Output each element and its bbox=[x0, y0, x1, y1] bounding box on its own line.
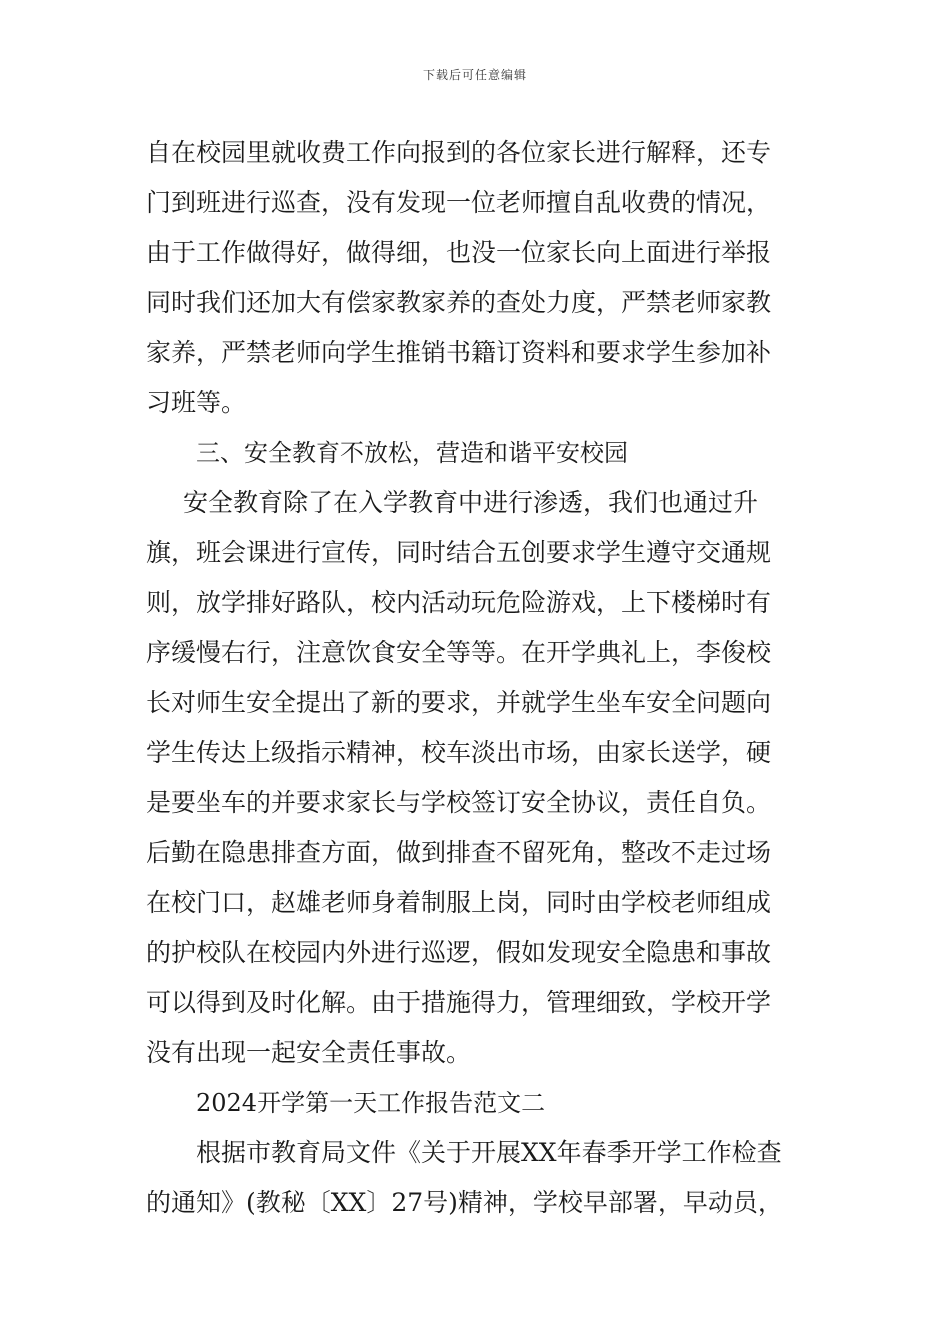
text-line: 在校门口，赵雄老师身着制服上岗，同时由学校老师组成 bbox=[146, 888, 772, 917]
section-heading: 三、安全教育不放松，营造和谐平安校园 bbox=[196, 439, 628, 467]
text-line: 序缓慢右行，注意饮食安全等等。在开学典礼上，李俊校 bbox=[146, 638, 772, 667]
text-line: 则，放学排好路队，校内活动玩危险游戏，上下楼梯时有 bbox=[146, 588, 772, 617]
text-line: 长对师生安全提出了新的要求，并就学生坐车安全问题向 bbox=[146, 688, 772, 717]
text-line: 没有出现一起安全责任事故。 bbox=[146, 1038, 472, 1067]
text-line: 习班等。 bbox=[146, 388, 247, 417]
text-line: 同时我们还加大有偿家教家养的查处力度，严禁老师家教 bbox=[146, 288, 772, 317]
text-line: 的通知》(教秘〔XX〕27号)精神，学校早部署，早动员， bbox=[146, 1188, 783, 1217]
text-line: 的护校队在校园内外进行巡逻，假如发现安全隐患和事故 bbox=[146, 938, 772, 967]
text-line: 旗，班会课进行宣传，同时结合五创要求学生遵守交通规 bbox=[146, 538, 772, 567]
text-line: 由于工作做得好，做得细，也没一位家长向上面进行举报 bbox=[146, 238, 772, 267]
text-line: 门到班进行巡查，没有发现一位老师擅自乱收费的情况， bbox=[146, 188, 772, 217]
document-body bbox=[146, 128, 810, 1228]
header-note: 下载后可任意编辑 bbox=[422, 68, 527, 82]
text-line: 可以得到及时化解。由于措施得力，管理细致，学校开学 bbox=[146, 988, 772, 1017]
text-line: 学生传达上级指示精神，校车淡出市场，由家长送学，硬 bbox=[146, 738, 772, 767]
text-line: 自在校园里就收费工作向报到的各位家长进行解释，还专 bbox=[146, 138, 772, 167]
text-line: 家养，严禁老师向学生推销书籍订资料和要求学生参加补 bbox=[146, 338, 772, 367]
paragraph-start: 安全教育除了在入学教育中进行渗透，我们也通过升 bbox=[183, 488, 759, 517]
text-line: 是要坐车的并要求家长与学校签订安全协议，责任自负。 bbox=[146, 788, 772, 817]
article-title: 2024开学第一天工作报告范文二 bbox=[196, 1089, 546, 1117]
paragraph-start: 根据市教育局文件《关于开展XX年春季开学工作检查 bbox=[196, 1138, 782, 1167]
text-line: 后勤在隐患排查方面，做到排查不留死角，整改不走过场 bbox=[146, 838, 772, 867]
